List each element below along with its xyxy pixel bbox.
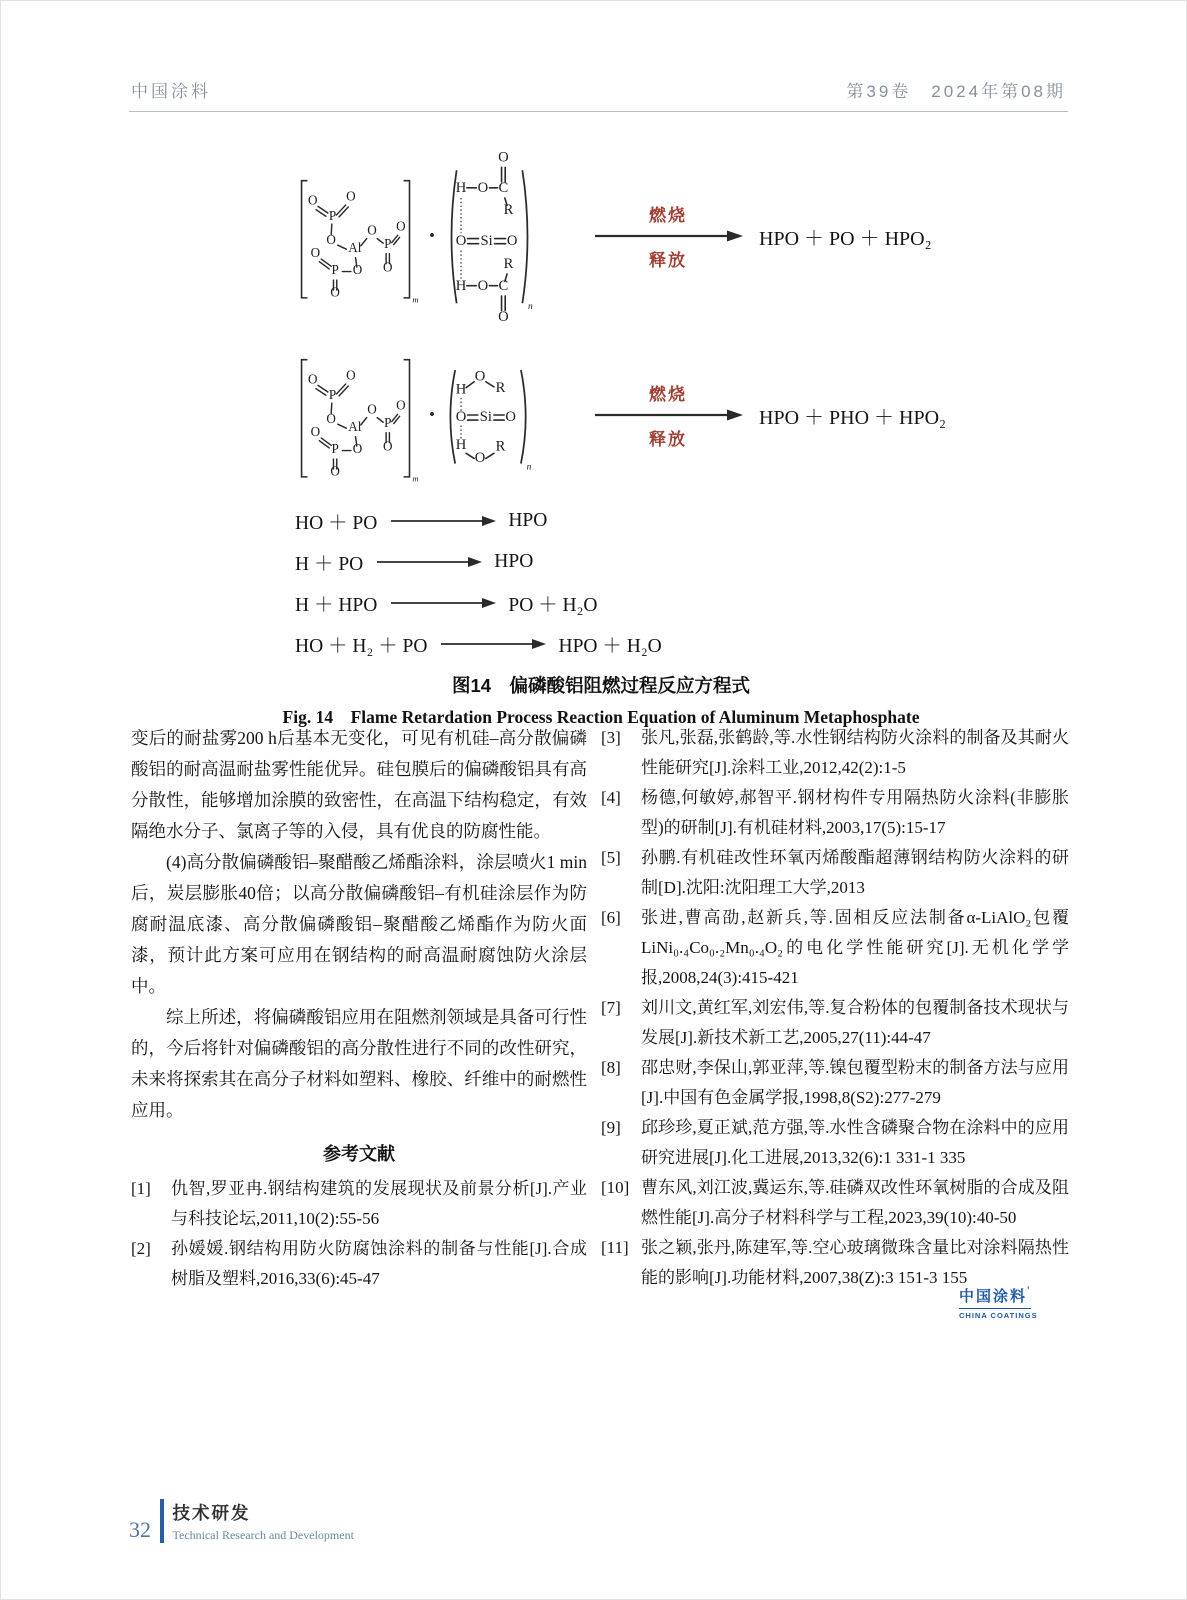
- journal-name: 中国涂料: [131, 82, 211, 101]
- equation-lhs: HO ＋ H₂ ＋ PO: [295, 636, 428, 657]
- page-footer: [129, 1499, 354, 1543]
- section-name-en: Technical Research and Development: [172, 1527, 354, 1542]
- reference-item: [601, 993, 1069, 1053]
- equation-row: [295, 507, 1071, 535]
- logo-trademark: ’: [1027, 1285, 1032, 1295]
- page-header: [131, 77, 1066, 102]
- reference-number: [3]: [601, 728, 621, 747]
- atom-o: O: [474, 368, 486, 385]
- equation-lhs: H ＋ HPO: [295, 595, 378, 616]
- atom-o: O: [474, 450, 486, 467]
- figure-caption-cn: 图14 偏磷酸铝阻燃过程反应方程式: [451, 675, 751, 696]
- issue-info: 第39卷 2024年第08期: [846, 82, 1066, 101]
- equation-rhs: PO ＋ H₂O: [508, 595, 598, 616]
- metaphosphate-svg: [293, 166, 422, 306]
- body-paragraph: 变后的耐盐雾200 h后基本无变化，可见有机硅–高分散偏磷酸铝的耐高温耐盐雾性能优异。硅包膜后的偏磷酸铝具有高分散性，能够增加涂膜的致密性，在高温下结构稳定，有效隔绝水分子、氯离子等的入侵，具有优良的防腐性能。: [131, 728, 587, 841]
- arrow-label-burn: 燃烧: [649, 385, 688, 404]
- reference-number: [5]: [601, 848, 621, 867]
- right-column: [601, 723, 1069, 1294]
- reference-text: 孙鹏.有机硅改性环氧丙烯酸酯超薄钢结构防火涂料的研制[D].沈阳:沈阳理工大学,2013: [641, 848, 1069, 897]
- reference-text: 曹东风,刘江波,冀运东,等.硅磷双改性环氧树脂的合成及阻燃性能[J].高分子材料科学与工程,2023,39(10):40-50: [641, 1178, 1069, 1227]
- reaction-2: [131, 345, 1071, 485]
- arrow-label-burn: 燃烧: [649, 206, 688, 225]
- figure-caption-en: Fig. 14 Flame Retardation Process Reaction Equation of Aluminum Metaphosphate: [282, 707, 920, 727]
- reference-item: [601, 1233, 1069, 1293]
- arrow-label-release: 释放: [649, 251, 688, 270]
- atom-h: H: [455, 381, 467, 398]
- dot-separator: ·: [428, 401, 437, 428]
- atom-o: O: [455, 232, 467, 249]
- reference-text: 邵忠财,李保山,郭亚萍,等.镍包覆型粉末的制备方法与应用[J].中国有色金属学报,1998,8(S2):277-279: [641, 1058, 1069, 1107]
- arrow-icon: [593, 229, 743, 243]
- atom-c: C: [498, 278, 509, 295]
- equation-row: [295, 630, 1071, 658]
- reference-item: [601, 723, 1069, 783]
- equation-lhs: H ＋ PO: [295, 554, 364, 575]
- reference-item: [601, 783, 1069, 843]
- atom-r: R: [495, 379, 506, 396]
- section-name-cn: 技术研发: [172, 1502, 251, 1523]
- logo-cn-label: 中国涂料: [959, 1288, 1028, 1305]
- reference-number: [4]: [601, 788, 621, 807]
- arrow-icon: [391, 515, 496, 527]
- logo-rule: [959, 1308, 1031, 1309]
- footer-section: [173, 1500, 354, 1543]
- reference-number: [11]: [601, 1238, 629, 1257]
- reference-text: 邱珍珍,夏正斌,范方强,等.水性含磷聚合物在涂料中的应用研究进展[J].化工进展,2013,32(6):1 331-1 335: [641, 1118, 1069, 1167]
- reference-text: 刘川文,黄红军,刘宏伟,等.复合粉体的包覆制备技术现状与发展[J].新技术新工艺,2005,27(11):44-47: [641, 998, 1069, 1047]
- reaction-arrow-1: [593, 201, 743, 271]
- metaphosphate-svg: [293, 345, 422, 485]
- equation-lhs: HO ＋ PO: [295, 513, 378, 534]
- figure-14: [131, 141, 1071, 729]
- reference-text: 张之颖,张丹,陈建军,等.空心玻璃微珠含量比对涂料隔热性能的影响[J].功能材料,2007,38(Z):3 151-3 155: [641, 1238, 1069, 1287]
- body-paragraph: 综上所述，将偏磷酸铝应用在阻燃剂领域是具备可行性的，今后将针对偏磷酸铝的高分散性进行不同的改性研究，未来将探索其在高分子材料如塑料、橡胶、纤维中的耐燃性应用。: [131, 1007, 587, 1120]
- reaction-arrow-2: [593, 380, 743, 450]
- subscript-n: n: [526, 462, 532, 473]
- logo-cn-text: [959, 1285, 1069, 1306]
- reference-item: [601, 903, 1069, 993]
- header-rule: [129, 111, 1068, 112]
- atom-o: O: [498, 149, 509, 166]
- reference-item: [131, 1174, 587, 1234]
- reference-item: [131, 1234, 587, 1294]
- atom-h: H: [455, 436, 467, 453]
- reference-number: [8]: [601, 1058, 621, 1077]
- atom-c: C: [498, 180, 509, 197]
- reference-text: 张凡,张磊,张鹤龄,等.水性钢结构防火涂料的制备及其耐火性能研究[J].涂料工业,2012,42(2):1-5: [641, 728, 1069, 777]
- dot-separator: ·: [428, 222, 437, 249]
- references-title: 参考文献: [323, 1144, 395, 1164]
- atom-r: R: [503, 256, 514, 273]
- page-number: 32: [129, 1517, 151, 1542]
- arrow-icon: [593, 408, 743, 422]
- equation-rhs: HPO: [508, 510, 548, 531]
- atom-o: O: [506, 232, 518, 249]
- atom-o: O: [477, 180, 489, 197]
- reference-item: [601, 1173, 1069, 1233]
- radical-equations: [131, 507, 1071, 658]
- reference-number: [1]: [131, 1179, 151, 1198]
- reference-item: [601, 1053, 1069, 1113]
- atom-si: Si: [479, 409, 492, 426]
- china-coatings-logo: [959, 1285, 1069, 1320]
- silicone-ether-svg: [442, 351, 537, 479]
- reference-text: 孙媛媛.钢结构用防火防腐蚀涂料的制备与性能[J].合成树脂及塑料,2016,33(6):45-47: [171, 1239, 587, 1288]
- atom-o: O: [455, 409, 467, 426]
- reference-number: [6]: [601, 908, 621, 927]
- footer-divider: [160, 1499, 164, 1543]
- reference-item: [601, 843, 1069, 903]
- arrow-icon: [441, 638, 546, 650]
- atom-h: H: [455, 278, 467, 295]
- left-column: [131, 723, 587, 1294]
- reference-number: [9]: [601, 1118, 621, 1137]
- atom-o: O: [477, 278, 489, 295]
- logo-en-text: CHINA COATINGS: [959, 1311, 1038, 1320]
- arrow-label-release: 释放: [649, 430, 688, 449]
- atom-h: H: [455, 180, 467, 197]
- reference-text: 杨德,何敏婷,郝智平.钢材构件专用隔热防火涂料(非膨胀型)的研制[J].有机硅材料,2003,17(5):15-17: [641, 788, 1069, 837]
- equation-row: [295, 589, 1071, 617]
- atom-r: R: [503, 202, 514, 219]
- equation-rhs: HPO ＋ H₂O: [558, 636, 662, 657]
- arrow-icon: [377, 556, 482, 568]
- reaction-products: HPO ＋ PHO ＋ HPO₂: [759, 406, 947, 429]
- atom-si: Si: [480, 232, 493, 249]
- reaction-1: [131, 141, 1071, 331]
- reference-item: [601, 1113, 1069, 1173]
- reference-text: 张进,曹高劭,赵新兵,等.固相反应法制备α-LiAlO₂包覆LiNi₀.₄Co₀.₂Mn₀.₄O₂的电化学性能研究[J].无机化学学报,2008,24(3):415-421: [641, 908, 1069, 987]
- equation-row: [295, 548, 1071, 576]
- article-columns: [131, 723, 1069, 1294]
- atom-o: O: [505, 409, 516, 426]
- arrow-icon: [391, 597, 496, 609]
- reaction-products: HPO ＋ PO ＋ HPO₂: [759, 227, 932, 250]
- atom-o: O: [498, 308, 509, 325]
- silicone-ester-svg: [442, 141, 537, 331]
- subscript-n: n: [528, 302, 533, 313]
- equation-rhs: HPO: [494, 551, 534, 572]
- body-paragraph: (4)高分散偏磷酸铝–聚醋酸乙烯酯涂料，涂层喷火1 min后，炭层膨胀40倍；以高分散偏磷酸铝–有机硅涂层作为防腐耐温底漆、高分散偏磷酸铝–聚醋酸乙烯酯作为防火面漆，预计此方案可应用在钢结构的耐高温耐腐蚀防火涂层中。: [131, 852, 587, 996]
- reference-number: [7]: [601, 998, 621, 1017]
- atom-r: R: [495, 438, 506, 455]
- reference-text: 仇智,罗亚冉.钢结构建筑的发展现状及前景分析[J].产业与科技论坛,2011,10(2):55-56: [171, 1179, 587, 1228]
- reference-number: [10]: [601, 1178, 630, 1197]
- reference-number: [2]: [131, 1239, 151, 1258]
